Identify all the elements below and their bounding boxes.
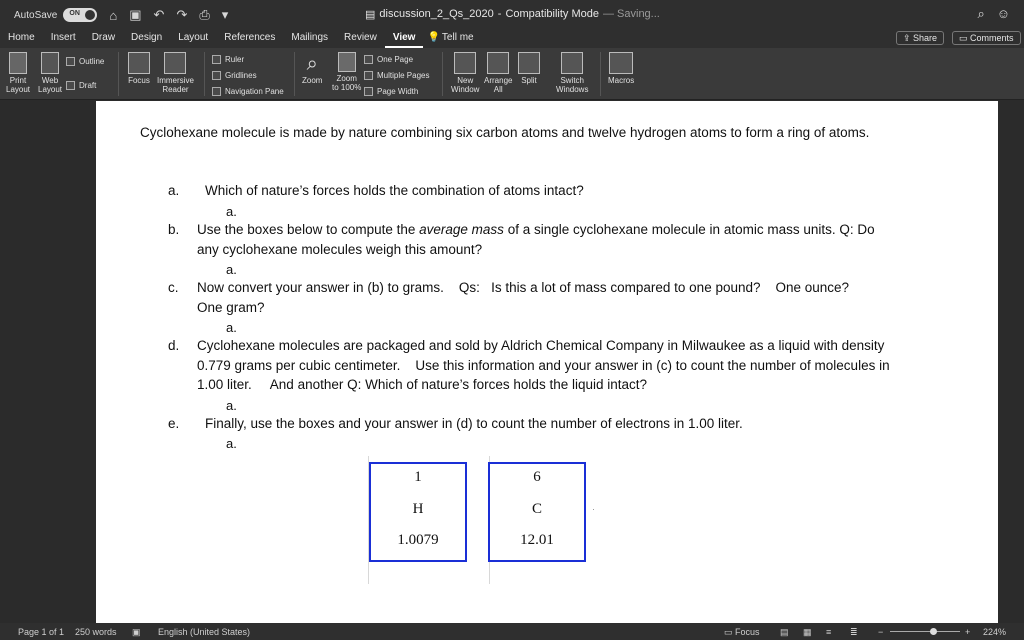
page-width-icon bbox=[364, 87, 373, 96]
save-icon[interactable]: ▣ bbox=[129, 7, 142, 22]
question-a-letter: a. bbox=[168, 183, 180, 198]
tab-home[interactable]: Home bbox=[8, 32, 35, 43]
autosave-toggle[interactable] bbox=[63, 8, 97, 22]
ruler-label: Ruler bbox=[225, 55, 245, 64]
question-a-sub: a. bbox=[226, 204, 237, 219]
macros-button[interactable] bbox=[608, 52, 634, 85]
gridlines-checkbox[interactable] bbox=[212, 71, 257, 80]
new-window-label-1: New bbox=[457, 76, 474, 85]
redo-icon[interactable]: ↷ bbox=[176, 7, 188, 22]
element-symbol: C bbox=[531, 501, 542, 517]
zoom-label: Zoom bbox=[302, 76, 323, 85]
question-c-text: Now convert your answer in (b) to grams. Qs: Is this a lot of mass compared to one pound? One ounce? One gram? bbox=[197, 280, 865, 315]
lightbulb-icon: 💡 bbox=[427, 32, 440, 43]
account-icon[interactable]: ☺ bbox=[996, 6, 1010, 21]
atomic-mass: 12.01 bbox=[520, 532, 554, 548]
zoom100-label-2: to 100% bbox=[332, 83, 362, 92]
web-layout-label-2: Layout bbox=[38, 85, 63, 94]
web-layout-label-1: Web bbox=[41, 76, 59, 85]
focus-mode-icon: ▭ bbox=[724, 627, 736, 637]
draft-icon bbox=[66, 81, 75, 90]
proofing-icon[interactable]: ▣ bbox=[132, 627, 141, 637]
status-bar bbox=[0, 623, 1024, 640]
language-status[interactable]: English (United States) bbox=[158, 627, 251, 637]
immersive-reader-button[interactable] bbox=[157, 52, 194, 94]
share-icon: ⇪ bbox=[903, 33, 914, 43]
compat-mode: Compatibility Mode bbox=[505, 8, 599, 20]
autosave-label: AutoSave bbox=[14, 9, 58, 21]
share-button[interactable] bbox=[896, 31, 944, 45]
comments-button[interactable] bbox=[952, 31, 1021, 45]
element-box-carbon bbox=[488, 462, 586, 562]
page-width-label: Page Width bbox=[377, 87, 419, 96]
print-layout-button[interactable] bbox=[6, 52, 30, 94]
question-e-sub: a. bbox=[226, 436, 237, 451]
switch-label-1: Switch bbox=[560, 76, 584, 85]
switch-windows-icon bbox=[561, 52, 583, 74]
tab-draw[interactable]: Draw bbox=[91, 32, 116, 43]
document-canvas bbox=[0, 101, 1024, 623]
question-c-letter: c. bbox=[168, 280, 179, 295]
question-b-letter: b. bbox=[168, 222, 180, 237]
zoom-out-icon[interactable]: − bbox=[878, 627, 884, 637]
outline-icon bbox=[66, 57, 75, 66]
multiple-pages-label: Multiple Pages bbox=[377, 71, 430, 80]
tab-references[interactable]: References bbox=[224, 32, 276, 43]
tab-insert[interactable]: Insert bbox=[50, 32, 76, 43]
title-separator: - bbox=[497, 8, 502, 20]
question-b-text bbox=[197, 220, 897, 259]
outline-button[interactable] bbox=[66, 57, 104, 66]
zoom-100-button[interactable] bbox=[332, 52, 361, 92]
print-layout-view-icon[interactable]: ▤ bbox=[780, 627, 789, 637]
focus-icon bbox=[128, 52, 150, 74]
atomic-number: 1 bbox=[414, 469, 422, 485]
title-bar bbox=[0, 0, 1024, 28]
ruler-checkbox[interactable] bbox=[212, 55, 244, 64]
zoom-slider[interactable] bbox=[890, 631, 960, 632]
undo-icon[interactable]: ↶ bbox=[153, 7, 165, 22]
tab-view[interactable]: View bbox=[385, 28, 424, 48]
comments-label: Comments bbox=[970, 33, 1014, 43]
element-box-hydrogen bbox=[369, 462, 467, 562]
ribbon-tabs bbox=[0, 28, 1024, 48]
multiple-pages-icon bbox=[364, 71, 373, 80]
question-d-text: Cyclohexane molecules are packaged and sold by Aldrich Chemical Company in Milwaukee as a liquid with density 0.779 grams per cubic centimeter. Use this information and your answer in (c) to count the number of molecules in 1.00 liter. And another Q: Which of nature’s forces holds the liquid intact? bbox=[197, 338, 894, 392]
question-b-sub: a. bbox=[226, 262, 237, 277]
autosave-state: ON bbox=[69, 10, 80, 17]
zoom-slider-thumb[interactable] bbox=[930, 628, 937, 635]
gridlines-box bbox=[212, 71, 221, 80]
new-window-button[interactable] bbox=[451, 52, 479, 94]
web-layout-icon bbox=[41, 52, 59, 74]
search-icon[interactable]: ⌕ bbox=[977, 6, 985, 21]
new-window-icon bbox=[454, 52, 476, 74]
tab-mailings[interactable]: Mailings bbox=[291, 32, 329, 43]
table-gridline bbox=[593, 509, 594, 510]
split-icon bbox=[518, 52, 540, 74]
print-layout-icon bbox=[9, 52, 27, 74]
zoom-100-icon bbox=[338, 52, 356, 72]
document-title bbox=[365, 8, 660, 21]
print-icon[interactable]: ⎙ bbox=[199, 7, 210, 22]
doc-icon: ▤ bbox=[365, 9, 376, 21]
question-b-emphasis: average mass bbox=[419, 222, 504, 237]
macros-icon bbox=[609, 52, 633, 74]
question-e-text: Finally, use the boxes and your answer in (d) to count the number of electrons in 1.00 liter. bbox=[205, 416, 743, 431]
zoom-in-icon[interactable]: + bbox=[965, 627, 971, 637]
web-layout-button[interactable] bbox=[38, 52, 62, 94]
document-page[interactable] bbox=[96, 101, 998, 623]
zoom-level[interactable]: 224% bbox=[983, 627, 1007, 637]
zoom-icon: ⌕ bbox=[306, 53, 318, 75]
zoom100-label-1: Zoom bbox=[336, 74, 357, 83]
split-label: Split bbox=[521, 76, 537, 85]
draft-label: Draft bbox=[79, 81, 97, 90]
ribbon-view bbox=[0, 48, 1024, 100]
element-symbol: H bbox=[412, 501, 424, 517]
question-a-text: Which of nature’s forces holds the combination of atoms intact? bbox=[205, 183, 584, 198]
question-d-sub: a. bbox=[226, 398, 237, 413]
home-icon[interactable]: ⌂ bbox=[109, 7, 118, 23]
share-label: Share bbox=[913, 33, 938, 43]
word-count[interactable]: 250 words bbox=[75, 627, 117, 637]
focus-mode-label: Focus bbox=[735, 627, 760, 637]
print-layout-label-2: Layout bbox=[6, 85, 31, 94]
divider bbox=[204, 52, 205, 96]
navigation-pane-checkbox[interactable] bbox=[212, 87, 284, 96]
zoom-button[interactable] bbox=[302, 52, 322, 85]
immersive-label-1: Immersive bbox=[157, 76, 194, 85]
divider bbox=[600, 52, 601, 96]
comment-icon: ▭ bbox=[959, 33, 971, 43]
question-d-letter: d. bbox=[168, 338, 180, 353]
saving-status: — Saving... bbox=[602, 8, 660, 20]
print-layout-label-1: Print bbox=[9, 76, 27, 85]
immersive-label-2: Reader bbox=[162, 85, 189, 94]
multiple-pages-button[interactable] bbox=[364, 71, 429, 80]
tab-layout[interactable]: Layout bbox=[178, 32, 209, 43]
switch-windows-button[interactable] bbox=[556, 52, 588, 94]
atomic-number: 6 bbox=[533, 469, 541, 485]
arrange-label-2: All bbox=[493, 85, 503, 94]
question-c-sub: a. bbox=[226, 320, 237, 335]
focus-mode-button[interactable] bbox=[724, 627, 760, 638]
immersive-reader-icon bbox=[164, 52, 186, 74]
tell-me-search[interactable]: Tell me bbox=[441, 32, 474, 43]
tab-review[interactable]: Review bbox=[344, 32, 377, 43]
page-width-button[interactable] bbox=[364, 87, 418, 96]
atomic-mass: 1.0079 bbox=[397, 532, 439, 548]
doc-title-text: discussion_2_Qs_2020 bbox=[379, 8, 494, 20]
arrange-label-1: Arrange bbox=[484, 76, 513, 85]
question-e-letter: e. bbox=[168, 416, 180, 431]
toggle-knob bbox=[85, 10, 95, 20]
one-page-icon bbox=[364, 55, 373, 64]
navigation-pane-box bbox=[212, 87, 221, 96]
divider bbox=[442, 52, 443, 96]
tab-design[interactable]: Design bbox=[131, 32, 163, 43]
focus-label: Focus bbox=[128, 76, 150, 85]
one-page-label: One Page bbox=[377, 55, 414, 64]
question-b-text-2: of a single cyclohexane molecule in atomic mass units. Q: Do any cyclohexane molecules weigh this amount? bbox=[197, 222, 875, 257]
divider bbox=[294, 52, 295, 96]
macros-label: Macros bbox=[608, 76, 635, 85]
draft-button[interactable] bbox=[66, 81, 96, 90]
web-layout-view-icon[interactable]: ▦ bbox=[803, 627, 812, 637]
ruler-box bbox=[212, 55, 221, 64]
outline-view-icon[interactable]: ≡ bbox=[826, 627, 832, 637]
split-button[interactable] bbox=[518, 52, 540, 85]
arrange-all-button[interactable] bbox=[484, 52, 512, 94]
intro-paragraph: Cyclohexane molecule is made by nature combining six carbon atoms and twelve hydrogen atoms to form a ring of atoms. bbox=[140, 125, 870, 140]
arrange-all-icon bbox=[487, 52, 509, 74]
focus-button[interactable] bbox=[128, 52, 150, 85]
divider bbox=[118, 52, 119, 96]
page-count[interactable]: Page 1 of 1 bbox=[18, 627, 65, 637]
one-page-button[interactable] bbox=[364, 55, 413, 64]
outline-label: Outline bbox=[79, 57, 105, 66]
customize-toolbar-icon[interactable]: ▾ bbox=[221, 7, 229, 22]
gridlines-label: Gridlines bbox=[225, 71, 257, 80]
question-b-text-1: Use the boxes below to compute the bbox=[197, 222, 420, 237]
nav-pane-label: Navigation Pane bbox=[225, 87, 284, 96]
switch-label-2: Windows bbox=[556, 85, 589, 94]
new-window-label-2: Window bbox=[451, 85, 480, 94]
draft-view-icon[interactable]: ≣ bbox=[850, 627, 858, 637]
